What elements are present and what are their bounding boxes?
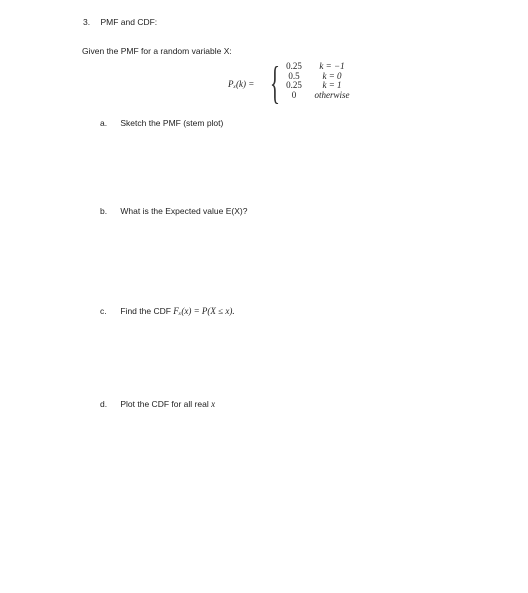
part-text: Plot the CDF for all real [120,399,212,409]
pmf-value: 0.5 [288,70,300,81]
part-label: a. [100,118,108,128]
question-number: 3. [83,17,91,27]
pmf-value: 0.25 [286,61,302,71]
part-b [100,206,247,216]
part-label: c. [100,306,107,316]
part-c [100,306,235,316]
part-text: What is the Expected value E(X)? [120,206,248,216]
part-label: d. [100,399,108,409]
pmf-condition: otherwise [314,89,350,100]
pmf-lhs: Pₓ(k) = [228,79,255,89]
question-heading: PMF and CDF: [100,17,158,27]
part-a [100,118,223,128]
variable-x: x [211,399,216,409]
pmf-value: 0 [291,89,297,100]
part-text: Sketch the PMF (stem plot) [120,118,224,128]
given-statement: Given the PMF for a random variable X: [82,46,232,56]
pmf-value: 0.25 [286,80,302,91]
pmf-condition: k = 1 [322,80,342,91]
pmf-formula [228,57,368,112]
pmf-condition: k = 0 [322,70,342,81]
pmf-conditions [308,62,356,100]
part-d [100,399,215,409]
cdf-expression: Fₓ(x) = P(X ≤ x). [173,306,235,316]
pmf-brace: { [270,57,280,108]
part-label: b. [100,206,108,216]
part-text: Find the CDF [120,306,174,316]
pmf-condition: k = −1 [319,61,345,71]
question-title [83,17,157,27]
pmf-values [282,62,306,100]
